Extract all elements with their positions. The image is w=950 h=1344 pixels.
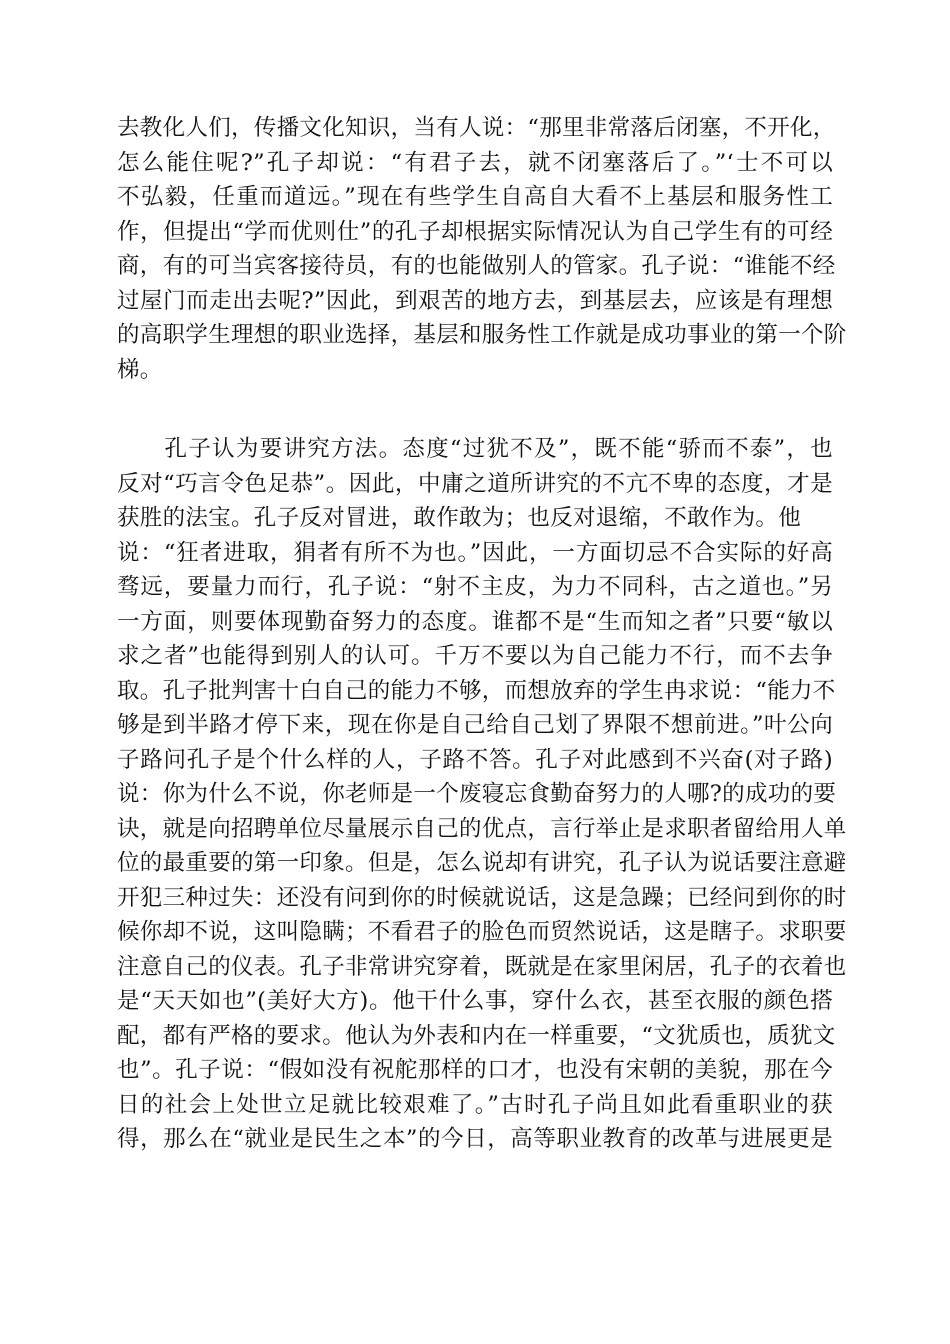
paragraph-line: 位的最重要的第一印象。但是，怎么说却有讲究，孔子认为说话要注意避: [117, 850, 847, 876]
paragraph-line: 说：“狂者进取，狷者有所不为也。”因此，一方面切忌不合实际的好高: [117, 539, 833, 566]
paragraph-line: 一方面，则要体现勤奋努力的态度。谁都不是“生而知之者”只要“敏以: [117, 608, 833, 635]
paragraph-line: 的高职学生理想的职业选择，基层和服务性工作就是成功事业的第一个阶: [117, 322, 847, 348]
paragraph-line: 注意自己的仪表。孔子非常讲究穿着，既就是在家里闲居，孔子的衣着也: [117, 953, 847, 980]
paragraph-line: 配，都有严格的要求。他认为外表和内在一样重要，“文犹质也，质犹文: [117, 1022, 836, 1049]
paragraph-line: 也”。孔子说：“假如没有祝舵那样的口才，也没有宋朝的美貌，那在今: [117, 1057, 833, 1083]
paragraph-line: 是“天天如也”(美好大方)。他干什么事，穿什么衣，甚至衣服的颜色搭: [117, 988, 833, 1014]
paragraph-line: 孔子认为要讲究方法。态度“过犹不及”，既不能“骄而不泰”，也: [117, 436, 833, 462]
paragraph-line: 去教化人们，传播文化知识，当有人说：“那里非常落后闭塞，不开化，: [117, 115, 836, 141]
paragraph-line: 求之者”也能得到别人的认可。千万不要以为自己能力不行，而不去争: [117, 643, 833, 669]
paragraph-line: 骛远，要量力而行，孔子说：“射不主皮，为力不同科，古之道也。”另: [117, 574, 833, 600]
paragraph-line: 反对“巧言令色足恭”。因此，中庸之道所讲究的不亢不卑的态度，才是: [117, 470, 833, 497]
paragraph-1: [117, 111, 847, 387]
paragraph-line: 说：你为什么不说，你老师是一个废寝忘食勤奋努力的人哪?的成功的要: [117, 781, 837, 807]
paragraph-line: 得，那么在“就业是民生之本”的今日，高等职业教育的改革与进展更是: [117, 1126, 833, 1152]
paragraph-line: 候你却不说，这叫隐瞒；不看君子的脸色而贸然说话，这是瞎子。求职要: [117, 919, 847, 945]
paragraph-2: [117, 432, 847, 1157]
paragraph-line: 商，有的可当宾客接待员，有的也能做别人的管家。孔子说：“谁能不经: [117, 253, 836, 279]
paragraph-line: 过屋门而走出去呢?”因此，到艰苦的地方去，到基层去，应该是有理想: [117, 287, 833, 314]
paragraph-line: 日的社会上处世立足就比较艰难了。”古时孔子尚且如此看重职业的获: [117, 1091, 833, 1118]
paragraph-line: 够是到半路才停下来，现在你是自己给自己划了界限不想前进。”叶公向: [117, 712, 833, 738]
paragraph-line: 开犯三种过失：还没有问到你的时候就说话，这是急躁；已经问到你的时: [117, 884, 847, 911]
paragraph-line: 怎么能住呢?”孔子却说：“有君子去，就不闭塞落后了。”‘士不可以: [117, 149, 833, 176]
paragraph-line: 获胜的法宝。孔子反对冒进，敢作敢为；也反对退缩，不敢作为。他: [117, 505, 802, 531]
paragraph-line: 取。孔子批判害十白自己的能力不够，而想放弃的学生冉求说：“能力不: [117, 677, 836, 704]
paragraph-line: 诀，就是向招聘单位尽量展示自己的优点，言行举止是求职者留给用人单: [117, 815, 847, 842]
paragraph-line: 不弘毅，任重而道远。”现在有些学生自高自大看不上基层和服务性工: [117, 184, 833, 210]
paragraph-line: 作，但提出“学而优则仕”的孔子却根据实际情况认为自己学生有的可经: [117, 218, 833, 245]
paragraph-line: 梯。: [117, 356, 163, 383]
paragraph-line: 子路问孔子是个什么样的人，子路不答。孔子对此感到不兴奋(对子路): [117, 746, 833, 773]
